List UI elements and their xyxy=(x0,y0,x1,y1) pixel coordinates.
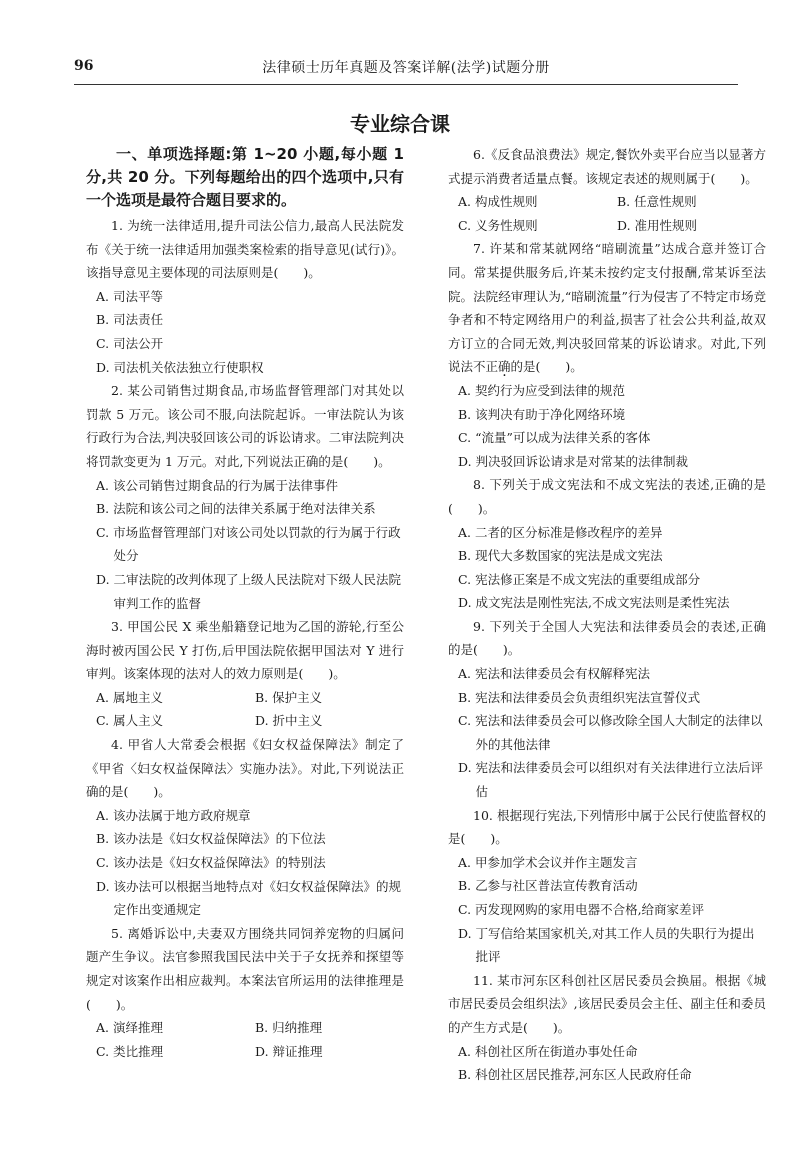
question-11 xyxy=(448,969,766,1087)
option-b: B. 保护主义 xyxy=(255,689,323,705)
option-a: A. 二者的区分标准是修改程序的差异 xyxy=(458,524,663,540)
option-c: C. 义务性规则 xyxy=(458,217,538,233)
options-row xyxy=(448,190,766,214)
book-title: 法律硕士历年真题及答案详解(法学)试题分册 xyxy=(262,60,550,76)
section-title: 专业综合课 xyxy=(350,112,450,136)
question-stem: 3. 甲国公民 X 乘坐船籍登记地为乙国的游轮,行至公海时被丙国公民 Y 打伤,后甲国法院依据甲国法对 Y 进行审判。该案体现的法对人的效力原则是( )。 xyxy=(86,619,404,682)
option-d: D. 该办法可以根据当地特点对《妇女权益保障法》的规定作出变通规定 xyxy=(96,878,402,918)
question-stem xyxy=(448,237,766,379)
question-stem: 4. 甲省人大常委会根据《妇女权益保障法》制定了《甲省〈妇女权益保障法〉实施办法》。对此,下列说法正确的是( )。 xyxy=(86,737,404,800)
question-7 xyxy=(448,237,766,473)
stem-text-end: 正确的是( )。 xyxy=(485,359,583,375)
option-a: A. 司法平等 xyxy=(96,288,163,304)
header-rule xyxy=(74,84,738,85)
question-stem: 8. 下列关于成文宪法和不成文宪法的表述,正确的是( )。 xyxy=(448,477,766,516)
option-d: D. 宪法和法律委员会可以组织对有关法律进行立法后评估 xyxy=(458,760,764,800)
question-6 xyxy=(448,143,766,237)
question-9 xyxy=(448,615,766,804)
option-d: D. 辩证推理 xyxy=(255,1043,323,1059)
question-5 xyxy=(86,922,404,1064)
question-4 xyxy=(86,733,404,922)
option-d: D. 丁写信给某国家机关,对其工作人员的失职行为提出批评 xyxy=(458,925,755,965)
option-a: A. 该公司销售过期食品的行为属于法律事件 xyxy=(96,477,338,493)
option-a: A. 该办法属于地方政府规章 xyxy=(96,807,251,823)
option-b: B. 该办法是《妇女权益保障法》的下位法 xyxy=(96,831,326,847)
option-a: A. 属地主义 xyxy=(96,689,163,705)
option-b: B. 乙参与社区普法宣传教育活动 xyxy=(458,878,638,894)
question-2 xyxy=(86,379,404,615)
question-3 xyxy=(86,615,404,733)
option-c: C. 该办法是《妇女权益保障法》的特别法 xyxy=(96,855,326,871)
right-column xyxy=(448,143,766,1087)
option-b: B. 任意性规则 xyxy=(617,194,697,210)
question-stem: 10. 根据现行宪法,下列情形中属于公民行使监督权的是( )。 xyxy=(448,807,766,847)
option-b: B. 宪法和法律委员会负责组织宪法宣誓仪式 xyxy=(458,689,701,705)
question-stem: 9. 下列关于全国人大宪法和法律委员会的表述,正确的是( )。 xyxy=(448,618,766,658)
option-b: B. 司法责任 xyxy=(96,312,164,328)
options-row xyxy=(86,709,404,733)
option-d: D. 成文宪法是刚性宪法,不成文宪法则是柔性宪法 xyxy=(458,595,730,611)
option-c: C. 司法公开 xyxy=(96,335,164,351)
option-a: A. 宪法和法律委员会有权解释宪法 xyxy=(458,666,650,682)
option-d: D. 二审法院的改判体现了上级人民法院对下级人民法院审判工作的监督 xyxy=(96,571,402,611)
option-b: B. 归纳推理 xyxy=(255,1020,323,1036)
option-c: C. 市场监督管理部门对该公司处以罚款的行为属于行政处分 xyxy=(96,524,401,564)
question-stem: 11. 某市河东区科创社区居民委员会换届。根据《城市居民委员会组织法》,该居民委员会主任、副主任和委员的产生方式是( )。 xyxy=(448,972,766,1035)
question-stem: 2. 某公司销售过期食品,市场监督管理部门对其处以罚款 5 万元。该公司不服,向法院起诉。一审法院认为该行政行为合法,判决驳回该公司的诉讼请求。二审法院判决将罚款变更为 1 万元。对此,下列说法正确的是( )。 xyxy=(86,383,404,469)
option-c: C. 宪法和法律委员会可以修改除全国人大制定的法律以外的其他法律 xyxy=(458,713,763,752)
question-stem: 1. 为统一法律适用,提升司法公信力,最高人民法院发布《关于统一法律适用加强类案检索的指导意见(试行)》。该指导意见主要体现的司法原则是( )。 xyxy=(86,218,404,281)
options-row xyxy=(86,1016,404,1040)
running-header xyxy=(74,56,738,80)
option-d: D. 判决驳回诉讼请求是对常某的法律制裁 xyxy=(458,453,689,469)
option-d: D. 准用性规则 xyxy=(617,217,698,233)
option-b: B. 科创社区居民推荐,河东区人民政府任命 xyxy=(458,1067,692,1083)
option-c: C. “流量”可以成为法律关系的客体 xyxy=(458,430,651,446)
option-c: C. 属人主义 xyxy=(96,713,164,729)
question-8 xyxy=(448,473,766,615)
stem-text: 7. 许某和常某就网络“暗刷流量”达成合意并签订合同。常某提供服务后,许某未按约定支付报酬,常某诉至法院。法院经审理认为,“暗刷流量”行为侵害了不特定市场竞争者和不特定网络用户的利益,损害了社会公共利益,故双方订立的合同无效,判决驳回常某的诉讼请求。对此,下列说法 xyxy=(448,241,766,375)
question-stem: 6.《反食品浪费法》规定,餐饮外卖平台应当以显著方式提示消费者适量点餐。该规定表述的规则属于( )。 xyxy=(448,147,766,186)
emphasis-mark: 不 · xyxy=(473,359,486,374)
option-d: D. 司法机关依法独立行使职权 xyxy=(96,359,264,375)
section-intro: 一、单项选择题:第 1~20 小题,每小题 1 分,共 20 分。下列每题给出的四个选项中,只有一个选项是最符合题目要求的。 xyxy=(86,145,404,209)
page-number: 96 xyxy=(74,58,94,74)
option-d: D. 折中主义 xyxy=(255,713,323,729)
options-row xyxy=(86,686,404,710)
option-a: A. 演绎推理 xyxy=(96,1020,163,1036)
options-row xyxy=(86,1040,404,1064)
option-c: C. 宪法修正案是不成文宪法的重要组成部分 xyxy=(458,571,701,587)
option-c: C. 丙发现网购的家用电器不合格,给商家差评 xyxy=(458,902,705,917)
option-a: A. 契约行为应受到法律的规范 xyxy=(458,382,625,398)
left-column xyxy=(86,143,404,1063)
option-c: C. 类比推理 xyxy=(96,1043,164,1059)
option-b: B. 法院和该公司之间的法律关系属于绝对法律关系 xyxy=(96,501,376,517)
option-b: B. 现代大多数国家的宪法是成文宪法 xyxy=(458,548,663,564)
question-10 xyxy=(448,804,766,969)
question-1 xyxy=(86,214,404,379)
option-a: A. 甲参加学术会议并作主题发言 xyxy=(458,854,638,870)
option-a: A. 构成性规则 xyxy=(458,194,538,210)
question-stem: 5. 离婚诉讼中,夫妻双方围绕共同饲养宠物的归属问题产生争议。法官参照我国民法中关于子女抚养和探望等规定对该案作出相应裁判。本案法官所运用的法律推理是( )。 xyxy=(86,925,404,1012)
options-row xyxy=(448,214,766,238)
option-b: B. 该判决有助于净化网络环境 xyxy=(458,406,626,422)
option-a: A. 科创社区所在街道办事处任命 xyxy=(458,1043,638,1059)
